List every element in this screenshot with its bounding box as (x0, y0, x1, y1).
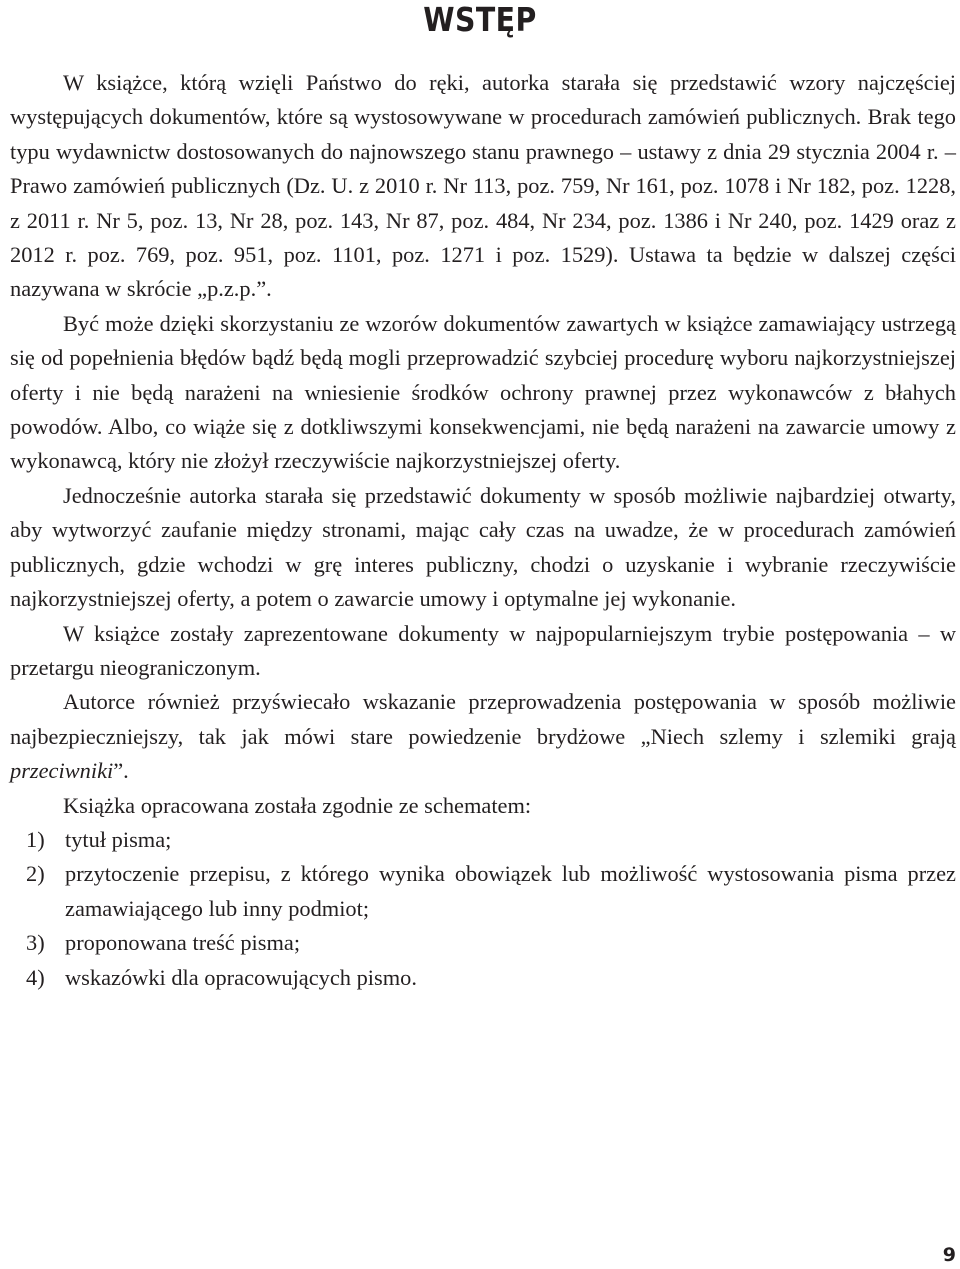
paragraph-approach: Jednocześnie autorka starała się przedstawić dokumenty w sposób możliwie najbardziej otwarty, aby wytworzyć zaufanie między stronami, mając cały czas na uwadze, że w procedurach zamówień publicznych, gdzie wchodzi w grę interes publiczny, chodzi o uzyskanie i wybranie rzeczywiście najkorzystniejszej oferty, a potem o zawarcie umowy i optymalne jej wykonanie. (10, 482, 956, 612)
list-item (10, 926, 956, 960)
page-title: WSTĘP (423, 0, 537, 39)
list-item (10, 961, 956, 995)
list-item-number: 3) (26, 930, 45, 956)
list-item-text: tytuł pisma; (65, 826, 172, 852)
schema-intro: Książka opracowana została zgodnie ze schematem: (63, 792, 532, 818)
list-item-number: 1) (26, 826, 45, 852)
schema-list (10, 823, 956, 995)
list-item-number: 2) (26, 861, 45, 887)
paragraph-benefits: Być może dzięki skorzystaniu ze wzorów dokumentów zawartych w książce zamawiający ustrzegą się od popełnienia błędów bądź będą mogli przeprowadzić szybciej procedurę wyboru najkorzystniejszej oferty i nie będą narażeni na wniesienie środków ochrony prawnej przez wykonawców z błahych powodów. Albo, co wiąże się z dotkliwszymi konsekwencjami, nie będą narażeni na zawarcie umowy z wykonawcą, który nie złożył rzeczywiście najkorzystniejszej oferty. (10, 310, 956, 474)
list-item-text: wskazówki dla opracowujących pismo. (65, 964, 417, 990)
page-number: 9 (942, 1244, 956, 1266)
list-item-text: proponowana treść pisma; (65, 930, 301, 956)
quote-text: Autorce również przyświecało wskazanie przeprowadzenia postępowania w sposób możliwie najbezpieczniejszy, tak jak mówi stare powiedzenie brydżowe „Niech szlemy i szlemiki grają (10, 689, 956, 749)
quote-closing: ”. (113, 758, 129, 784)
list-item (10, 857, 956, 926)
paragraph-procedure: W książce zostały zaprezentowane dokumenty w najpopularniejszym trybie postępowania – w przetargu nieograniczonym. (10, 620, 956, 680)
list-item (10, 823, 956, 857)
list-item-text: przytoczenie przepisu, z którego wynika obowiązek lub możliwość wystosowania pisma przez zamawiającego lub inny podmiot; (65, 861, 956, 921)
paragraph-quote (10, 685, 956, 788)
body-text (10, 66, 956, 995)
paragraph-intro: W książce, którą wzięli Państwo do ręki, autorka starała się przedstawić wzory najczęściej występujących dokumentów, które są wystosowywane w procedurach zamówień publicznych. Brak tego typu wydawnictw dostosowanych do najnowszego stanu prawnego – ustawy z dnia 29 stycznia 2004 r. – Prawo zamówień publicznych (Dz. U. z 2010 r. Nr 113, poz. 759, Nr 161, poz. 1078 i Nr 182, poz. 1228, z 2011 r. Nr 5, poz. 13, Nr 28, poz. 143, Nr 87, poz. 484, Nr 234, poz. 1386 i Nr 240, poz. 1429 oraz z 2012 r. poz. 769, poz. 951, poz. 1101, poz. 1271 i poz. 1529). Ustawa ta będzie w dalszej części nazywana w skrócie „p.z.p.”. (10, 70, 956, 302)
quote-italic-word: przeciwniki (10, 758, 114, 784)
list-item-number: 4) (26, 964, 45, 990)
